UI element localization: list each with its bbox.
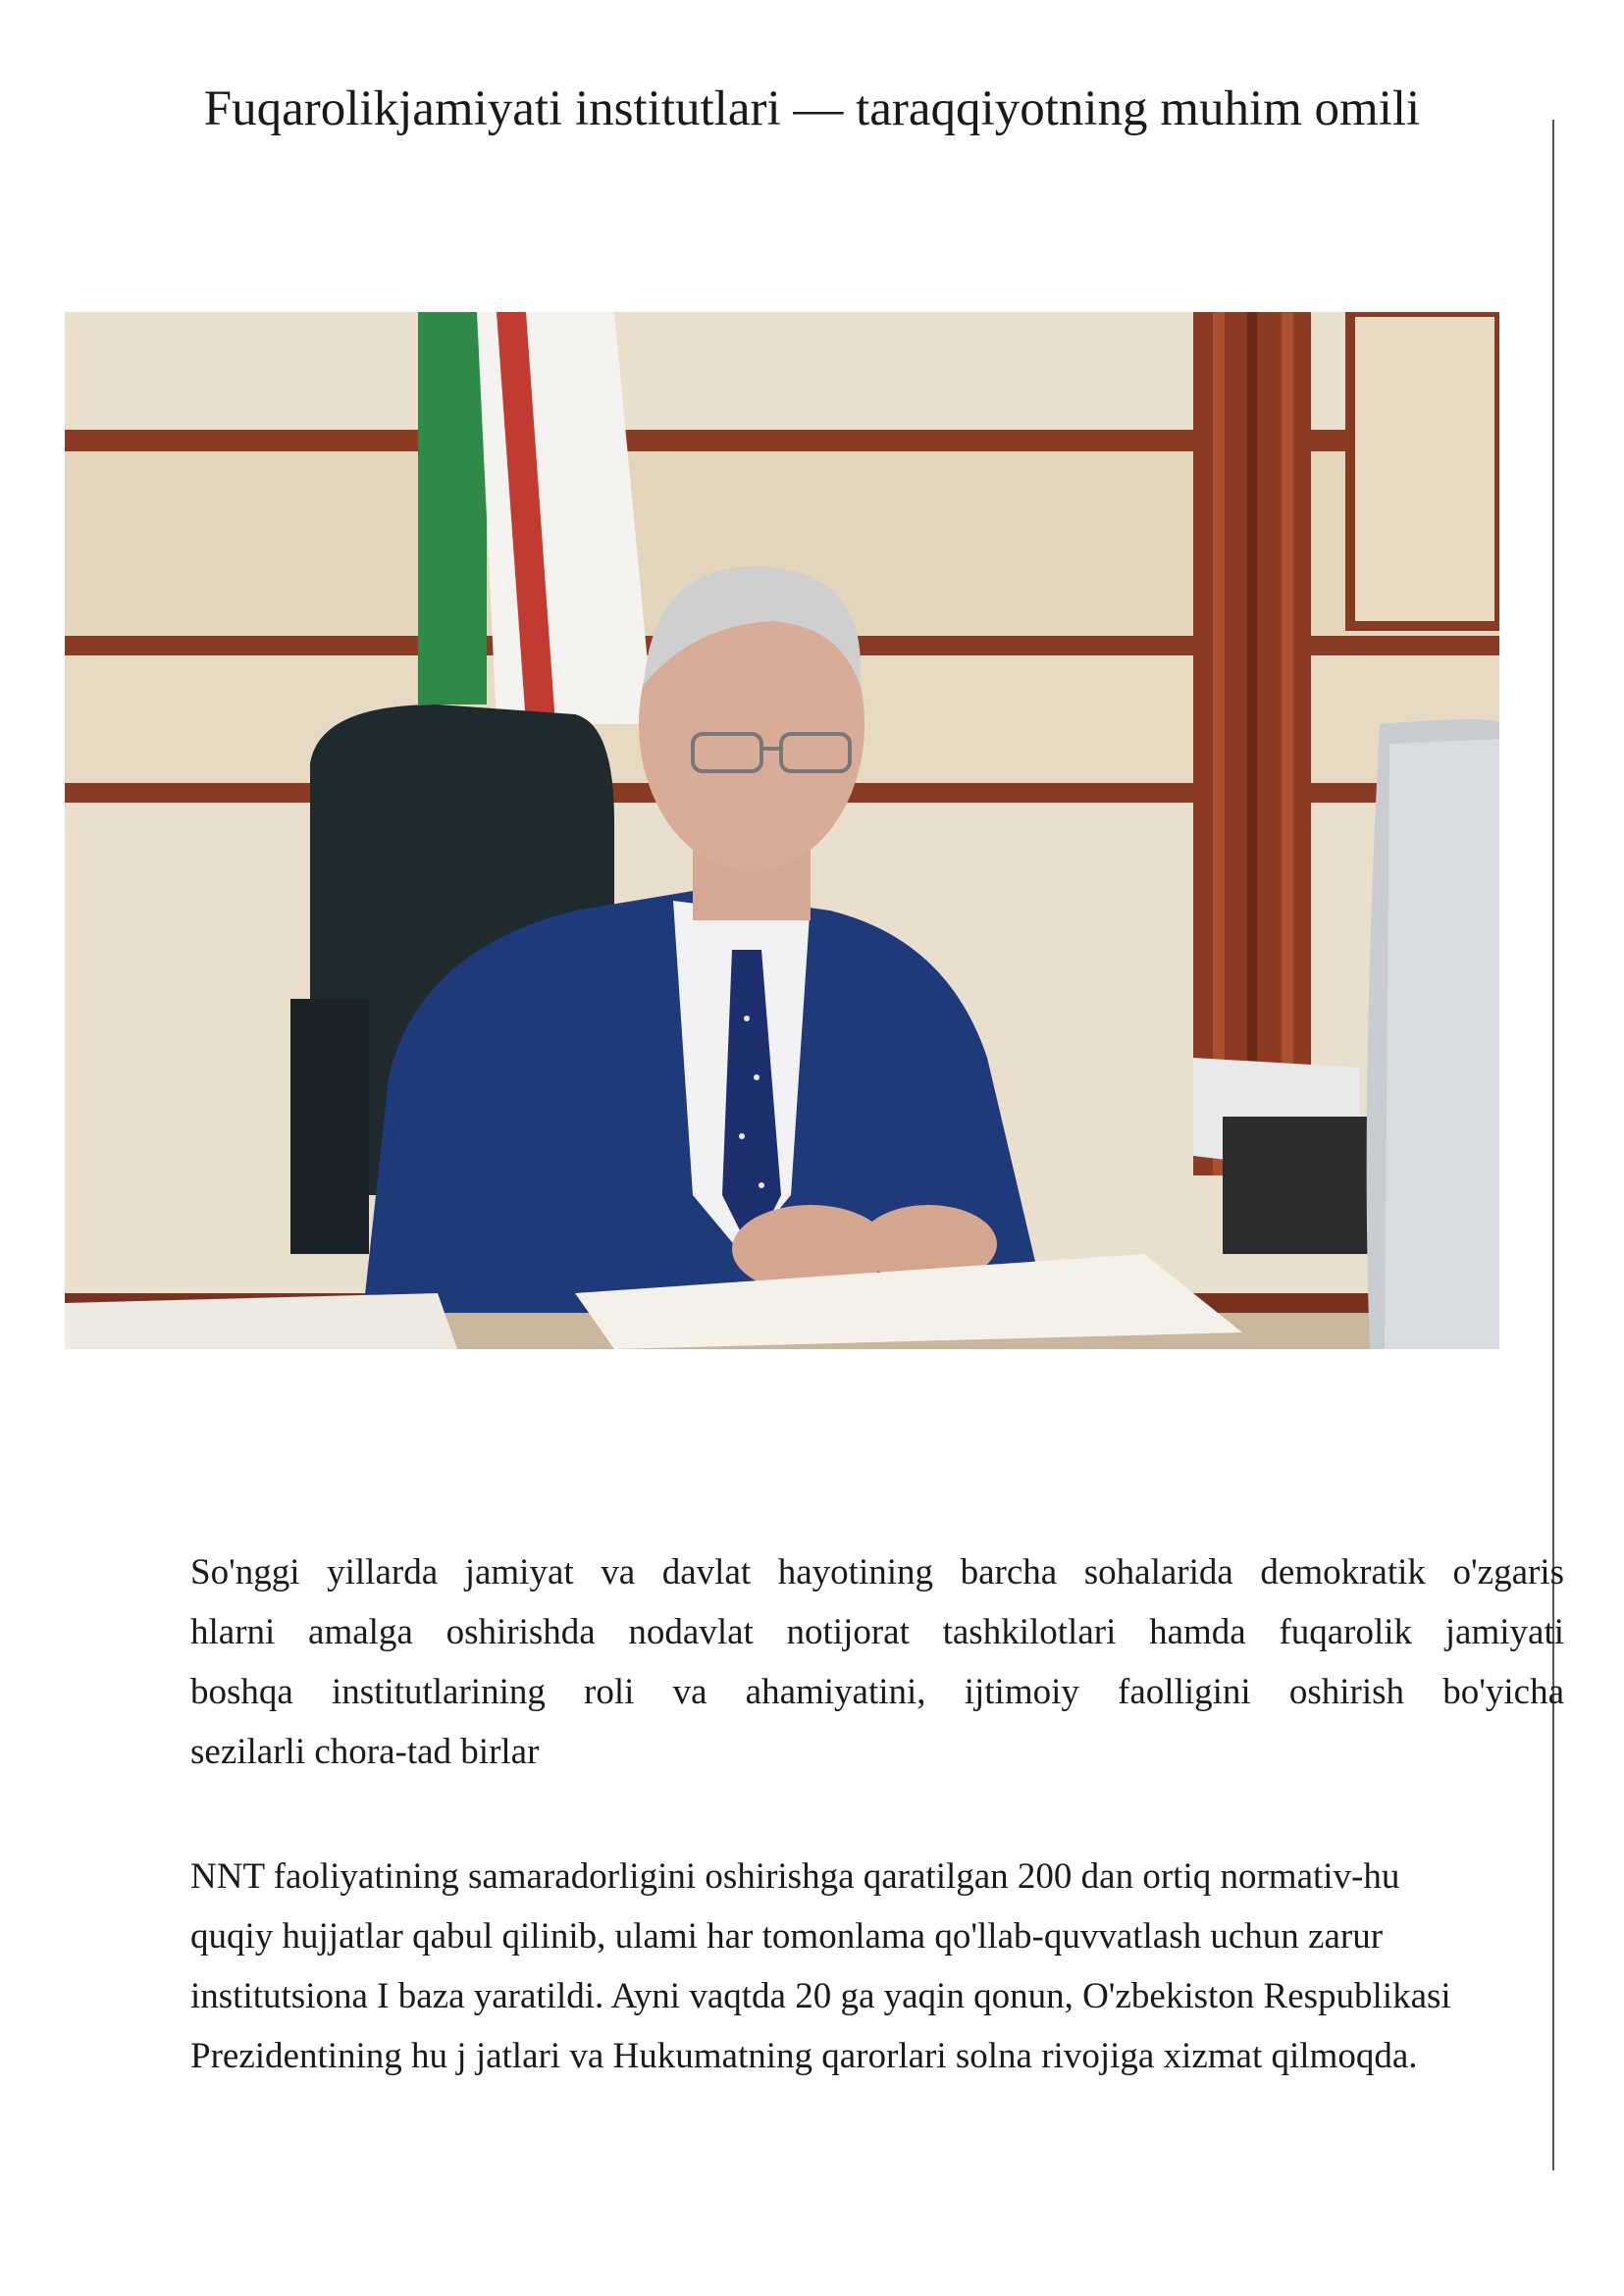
photo-illustration <box>65 312 1499 1349</box>
paragraph-2-line: Prezidentining hu j jatlari va Hukumatning qarorlari solna rivojiga xizmat qilmoqda. <box>190 2036 1418 2076</box>
paragraph-2 <box>190 1847 1564 2086</box>
paragraph-1-line: So'nggi yillarda jamiyat va davlat hayotining barcha sohalarida demokratik o'zgaris <box>190 1552 1564 1592</box>
page-title: Fuqarolikjamiyati institutlari — taraqqiyotning muhim omili <box>203 81 1421 136</box>
paragraph-1-line: boshqa institutlarining roli va ahamiyatini, ijtimoiy faolligini oshirish bo'yicha <box>190 1672 1564 1712</box>
paragraph-2-line: quqiy hujjatlar qabul qilinib, ulami har tomonlama qo'llab-quvvatlash uchun zarur <box>190 1916 1384 1957</box>
paragraph-1 <box>190 1542 1564 1782</box>
paragraph-2-line: institutsiona I baza yaratildi. Ayni vaqtda 20 ga yaqin qonun, O'zbekiston Respublikasi <box>190 1976 1451 2016</box>
paragraph-1-line: hlarni amalga oshirishda nodavlat notijorat tashkilotlari hamda fuqarolik jamiyati <box>190 1612 1564 1652</box>
paragraph-1-line: sezilarli chora-tad birlar <box>190 1732 540 1772</box>
article-photo <box>65 312 1499 1349</box>
paragraph-2-line: NNT faoliyatining samaradorligini oshirishga qaratilgan 200 dan ortiq normativ-hu <box>190 1856 1400 1897</box>
